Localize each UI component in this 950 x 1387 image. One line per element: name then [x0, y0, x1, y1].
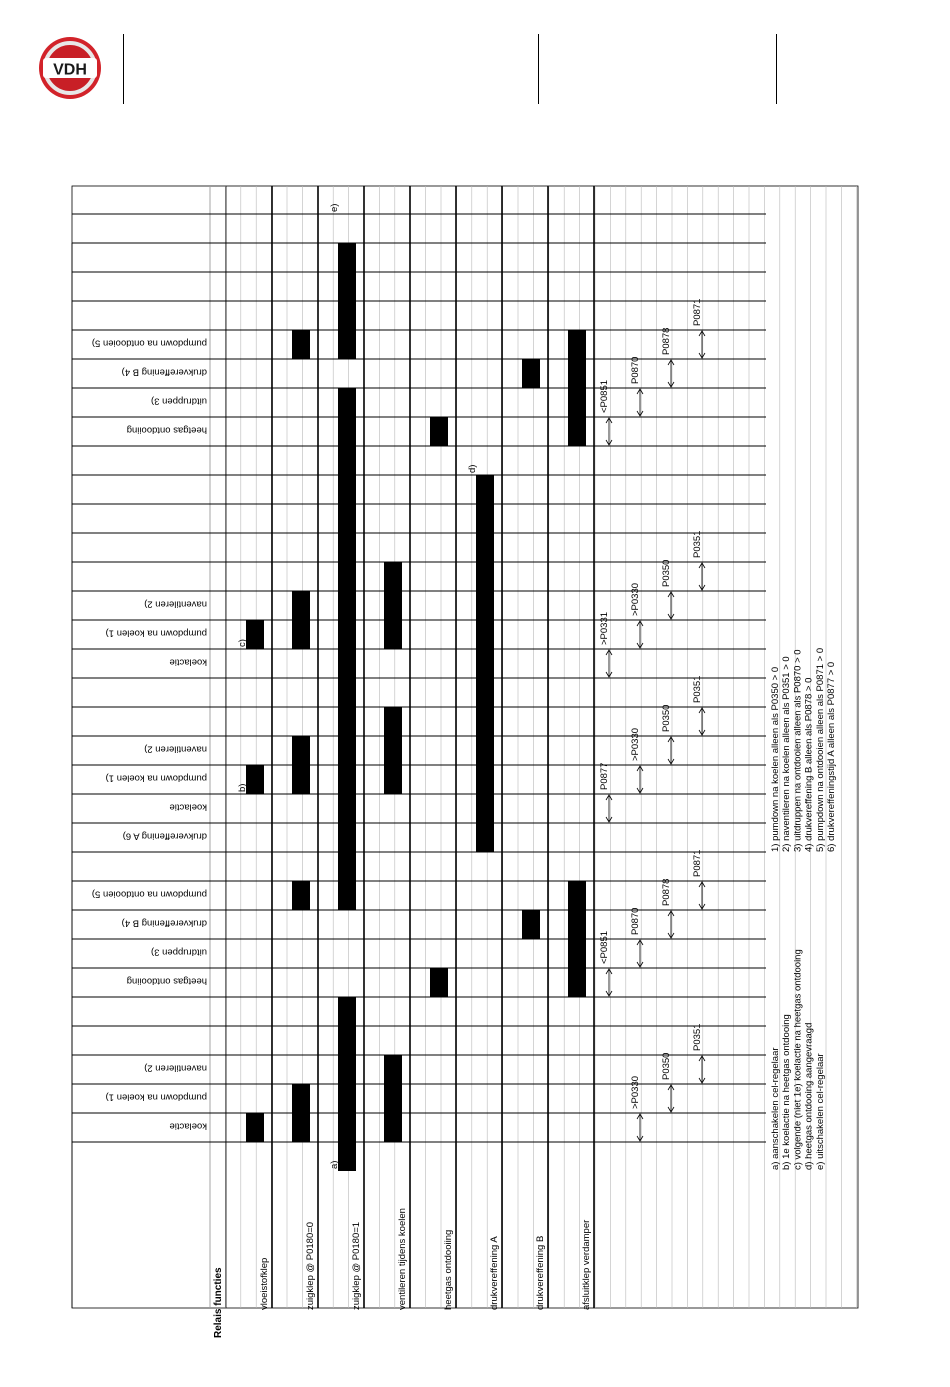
relay-on-bar [292, 1084, 310, 1142]
event-marker: e) [329, 203, 340, 212]
timer-label: P0871 [692, 849, 703, 877]
timer-label: P0870 [630, 356, 641, 384]
phase-label: naventileren 2) [144, 1062, 207, 1074]
timer-label: P0878 [661, 327, 672, 355]
row-label: zuigklep @ P0180=0 [305, 1221, 316, 1310]
row-label: vloeistofklep [259, 1257, 270, 1310]
timer-label: P0351 [692, 675, 703, 703]
timer-label: P0878 [661, 878, 672, 906]
phase-label: heetgas ontdooiing [126, 975, 207, 987]
timer-label: P0350 [661, 1052, 672, 1080]
relay-on-bar [384, 1055, 402, 1142]
relay-on-bar [522, 910, 540, 939]
phase-label: naventileren 2) [144, 598, 207, 610]
row-label: heetgas ontdooiing [443, 1229, 454, 1310]
event-marker: d) [467, 464, 478, 473]
relay-on-bar [292, 330, 310, 359]
phase-label: drukvereffening B 4) [121, 366, 207, 378]
row-label: ventileren tijdens koelen [397, 1208, 408, 1310]
event-legend-item: a) aanschakelen cel-regelaar [770, 1047, 781, 1170]
relay-on-bar [522, 359, 540, 388]
event-legend-item: b) 1e koelactie na heetgas ontdooing [781, 1014, 793, 1170]
phase-label: uitdruppen 3) [151, 946, 207, 958]
phase-label: drukvereffening B 4) [121, 917, 207, 929]
row-label: zuigklep @ P0180=1 [351, 1221, 362, 1310]
relay-on-bar [384, 707, 402, 794]
event-marker: a) [329, 1160, 340, 1169]
timer-label: P0871 [692, 298, 703, 326]
timer-label: >P0330 [630, 727, 641, 761]
timer-label: P0350 [661, 704, 672, 732]
relay-on-bar [338, 997, 356, 1171]
timer-label: P0351 [692, 530, 703, 558]
relay-on-bar [246, 1113, 264, 1142]
timer-label: >P0330 [630, 582, 641, 616]
timer-label: <P0851 [599, 379, 610, 413]
relay-on-bar [292, 736, 310, 794]
phase-label: pumpdown na koelen 1) [105, 1091, 207, 1103]
phase-label: pumpdown na koelen 1) [105, 772, 207, 784]
event-marker: b) [237, 783, 248, 792]
phase-label: koelactie [169, 801, 207, 813]
row-label: afsluitklep verdamper [581, 1219, 592, 1310]
diagram-title: Relais functies [213, 1267, 224, 1338]
relay-on-bar [246, 620, 264, 649]
phase-label: drukvereffening A 6) [122, 830, 207, 842]
relay-on-bar [292, 591, 310, 649]
event-marker: c) [237, 639, 248, 647]
timer-label: >P0331 [599, 611, 610, 645]
phase-label: naventileren 2) [144, 743, 207, 755]
event-legend-item: c) volgende (niet 1e) koelactie na heetgas ontdooing [792, 949, 804, 1170]
timer-label: <P0851 [599, 930, 610, 964]
relay-on-bar [338, 243, 356, 359]
condition-legend-item: 4) drukvereffening B alleen als P0878 > 0 [803, 677, 815, 852]
relay-on-bar [568, 330, 586, 446]
timer-label: P0351 [692, 1023, 703, 1051]
condition-legend-item: 2) naventileren na koelen alleen als P0351 > 0 [781, 656, 793, 852]
event-legend-item: e) uitschakelen cel-regelaar [814, 1053, 826, 1170]
condition-legend-item: 1) pumdown na koelen alleen als P0350 > 0 [770, 666, 781, 852]
logo-text: VDH [53, 61, 87, 79]
relay-on-bar [430, 417, 448, 446]
timer-label: P0877 [599, 762, 610, 790]
phase-label: pumpdown na ontdooien 5) [91, 337, 207, 349]
timer-label: >P0330 [630, 1075, 641, 1109]
relay-on-bar [476, 475, 494, 852]
phase-label: pumpdown na ontdooien 5) [91, 888, 207, 900]
phase-label: koelactie [169, 1120, 207, 1132]
relay-on-bar [430, 968, 448, 997]
phase-label: pumpdown na koelen 1) [105, 627, 207, 639]
row-label: drukvereffening B [535, 1235, 546, 1310]
relay-on-bar [384, 562, 402, 649]
condition-legend-item: 6) drukvereffeningstijd A alleen als P0877 > 0 [826, 661, 837, 852]
condition-legend-item: 3) uitdruppen na ontdooien alleen als P0870 > 0 [792, 649, 804, 852]
relay-on-bar [338, 388, 356, 910]
event-legend-item: d) heetgas ontdooing aangevraagd [803, 1022, 815, 1170]
relay-on-bar [292, 881, 310, 910]
timer-label: P0870 [630, 907, 641, 935]
phase-label: koelactie [169, 656, 207, 668]
relay-on-bar [246, 765, 264, 794]
row-label: drukvereffening A [489, 1236, 500, 1310]
timer-label: P0350 [661, 559, 672, 587]
condition-legend-item: 5) pumpdown na ontdooien alleen als P0871 > 0 [814, 647, 826, 852]
phase-label: uitdruppen 3) [151, 395, 207, 407]
phase-label: heetgas ontdooiing [126, 424, 207, 436]
relay-on-bar [568, 881, 586, 997]
